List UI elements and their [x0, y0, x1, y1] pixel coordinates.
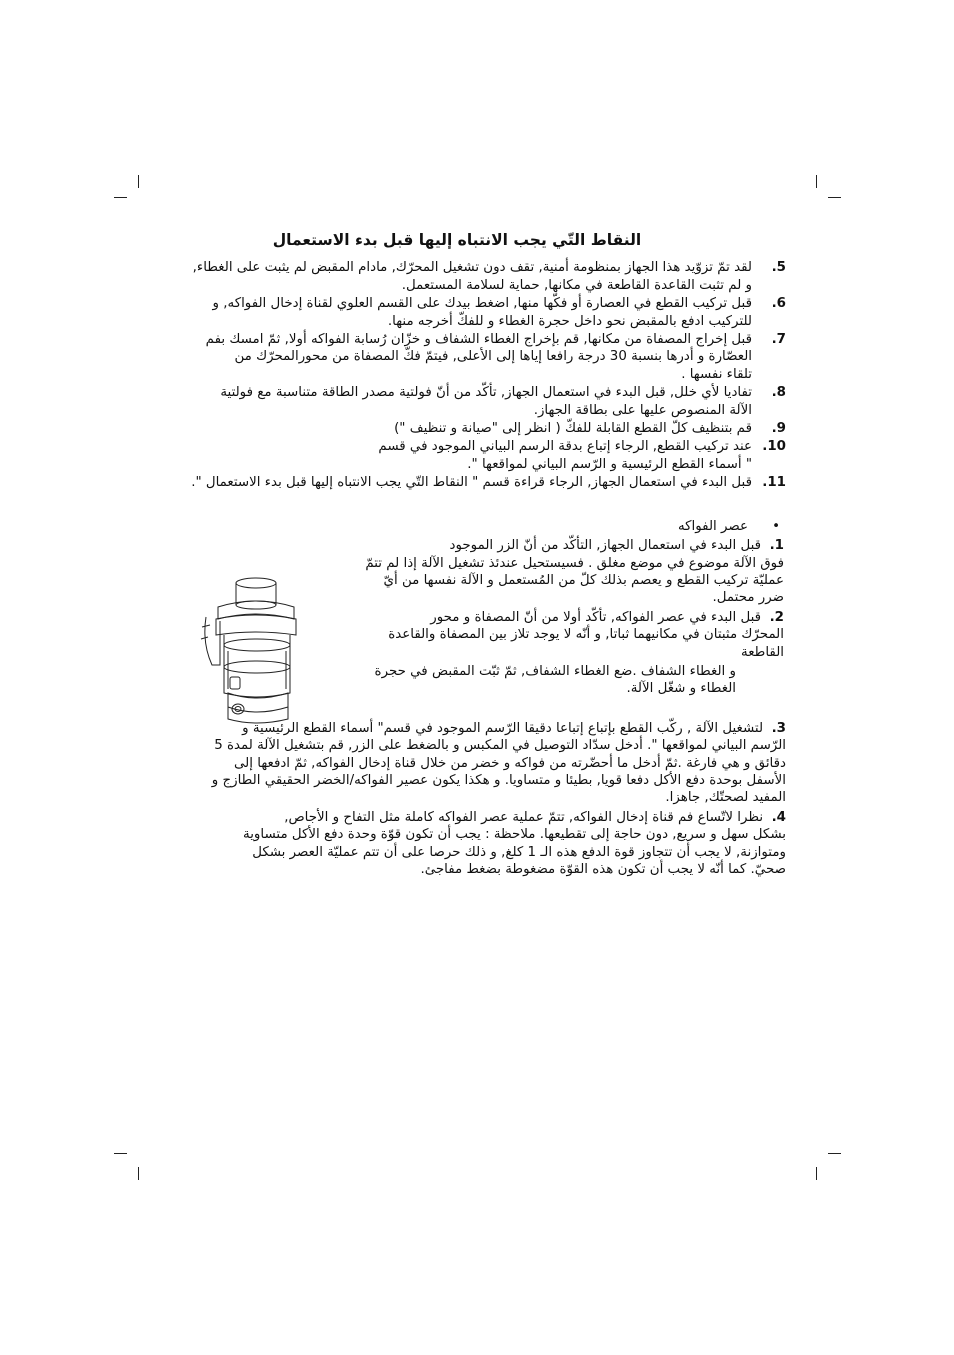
crop-mark	[138, 1167, 139, 1180]
item-line: للتركيب ادفع بالمقبض نحو داخل حجرة الغطاء و للفكّ أخرجه منها.	[387, 313, 752, 329]
paragraph-line: المحرّك مثبتان في مكانيهما ثباتا, و أنّه لا يوجد تلاز بين المصفاة والقاعدة	[388, 627, 784, 643]
list-item	[168, 259, 786, 294]
page-title: النقاط التّي يجب الانتباه إليها قبل بدء الاستعمال	[272, 231, 642, 249]
paragraph-line: قبل البدء في عصر الفواكه, تأكّد أولا من أنّ المصفاة و محور	[430, 609, 762, 625]
item-number: 9.	[771, 421, 786, 437]
document-body	[168, 232, 786, 880]
list-item	[168, 295, 786, 330]
list-item	[168, 420, 786, 437]
juicer-text	[344, 537, 784, 698]
item-number: 5.	[771, 260, 786, 276]
paragraph-number: 1.	[769, 538, 784, 554]
paragraph-line: ضرر محتمل.	[712, 590, 784, 606]
item-line: عند تركيب القطع, الرجاء إتباع بدقة الرسم البياني الموجود في قسم	[378, 439, 752, 455]
section-heading-text: عصر الفواكه	[677, 518, 748, 534]
paragraph	[344, 609, 784, 661]
paragraph-line: ومتوازنة, لا يجب أن تتجاوز قوة الدفع هذه الـ 1 كلغ, و ذلك حرصا على أن تتم عمليّة العصر بشكل	[252, 844, 786, 860]
crop-mark	[816, 1167, 817, 1180]
paragraph-line: بشكل سهل و سريع, دون حاجة إلى تقطيعها. ملاحظة : يجب أن تكون قوّة وحدة دفع الأكل متساوية	[243, 827, 786, 843]
crop-mark	[828, 197, 841, 198]
item-line: تلقاء نفسها .	[681, 366, 752, 382]
paragraph-line: و الغطاء الشفاف .ضع الغطاء الشفاف, ثمّ ثبّت المقبض في حجرة	[374, 663, 736, 679]
list-item	[168, 331, 786, 383]
item-line: تفاديا لأي خلل, قبل البدء في استعمال الجهاز, تأكّد من أنّ فولتية مصدر الطاقة متناسبة مع فولتية	[220, 385, 752, 401]
list-item	[168, 384, 786, 419]
paragraph	[344, 537, 784, 607]
paragraph-number: 2.	[769, 609, 784, 625]
paragraph-line: لتشغيل الآلة , ركّب القطع بإتباع إتباعا دقيقا الرّسم الموجود في قسم" أسماء القطع الرئيسية و	[242, 720, 764, 736]
item-number: 7.	[771, 332, 786, 348]
juicing-section	[168, 518, 786, 879]
crop-mark	[114, 1153, 127, 1154]
paragraph-line: القاطعة	[741, 644, 784, 660]
juicer-row	[168, 537, 786, 698]
section-heading	[168, 518, 786, 535]
juicer-illustration-icon	[198, 573, 308, 733]
paragraph-line: عمليّة تركيب القطع و يعصم بذلك كلّ من المُستعمل و الآلة نفسها من أيّ	[383, 572, 784, 588]
item-number: 10.	[762, 439, 786, 455]
paragraph-line: فوق الآلة موضوع في موضع مغلق . فسيستحيل عندئذ تشغيل الآلة إذا لم تتمّ	[365, 555, 784, 571]
bullet-icon: •	[772, 518, 780, 534]
paragraph-number: 3.	[771, 720, 786, 736]
paragraph-line: الأسفل بوحدة دفع الأكل دفعا قويا, بطيئا و متساويا. و هكذا يكون عصير الفواكه/الخضر الحقيقي الطازج و	[211, 772, 786, 788]
item-line: قبل تركيب القطع في العصارة أو فكّها منها, اضغط بيدك على القسم العلوي لقناة إدخال الفواكه, و	[212, 296, 752, 312]
crop-mark	[114, 197, 127, 198]
paragraph-line: نظرا لاتّساع فم قناة إدخال الفواكه, تتمّ عملية عصر الفواكه كاملة مثل التفاح و الأجاص,	[284, 809, 764, 825]
item-line: " أسماء القطع الرئيسية و الرّسم البياني لمواقعها ".	[467, 456, 752, 472]
paragraph-line: المفيد لصحتّك, جاهزا.	[665, 790, 786, 806]
paragraph-number: 4.	[771, 809, 786, 825]
item-line: العصّارة و أدرها بنسبة 30 درجة رافعا إياها إلى الأعلى, فيتمّ فكّ المصفاة من محورالمحرّك من	[234, 349, 752, 365]
paragraph	[168, 809, 786, 879]
juicing-paragraphs	[168, 720, 786, 879]
paragraph	[344, 663, 784, 698]
item-line: قبل إخراج المصفاة من مكانها, قم بإخراج الغطاء الشفاف و خزّان رُسابة الفواكه أولا, ثمّ امسك بفم	[205, 332, 752, 348]
item-line: الآلة المنصوص عليها على بطاقة الجهاز.	[533, 402, 752, 418]
paragraph-line: الرّسم البياني لمواقعها ". أدخل سدّاد التوصيل في المكبس و بالضغط على الزر, قم بتشغيل الآلة لمدة 5	[214, 738, 786, 754]
item-line: لقد تمّ تزوّيد هذا الجهاز بمنظومة أمنية, تقف دون تشغيل المحرّك, مادام المقبض لم يثبت على الغطاء,	[192, 260, 752, 276]
item-number: 6.	[771, 296, 786, 312]
item-number: 8.	[771, 385, 786, 401]
item-number: 11.	[762, 475, 786, 491]
precautions-list	[168, 259, 786, 491]
paragraph-line: دقائق و هي فارغة .ثمّ أدخل ما أحضّرته من فواكه و خضر من خلال قناة إدخال الفواكه, ثمّ ادفعها إلى	[234, 755, 786, 771]
item-line: قبل البدء في استعمال الجهاز, الرجاء قراءة قسم " النقاط التّي يجب الانتباه إليها قبل بدء الاستعمال ".	[191, 475, 752, 491]
paragraph-line: قبل البدء في استعمال الجهاز, التأكّد من أنّ الزر الموجود	[449, 538, 762, 554]
crop-mark	[138, 175, 139, 188]
list-item	[168, 474, 786, 491]
list-item	[168, 438, 786, 473]
crop-mark	[828, 1153, 841, 1154]
item-line: قم بتنظيف كلّ القطع القابلة للفكّ ( انظر إلى "صيانة و تنظيف ")	[394, 421, 752, 437]
paragraph-line: صحيّ. كما أنّه لا يجب أن تكون هذه القوّة مضغوطة بضغط مفاجئ.	[420, 862, 786, 877]
item-line: و لم تثبت القاعدة القاطعة في مكانها, حماية لسلامة المستعمل.	[401, 277, 752, 293]
paragraph-line: الغطاء و شغّل الآلة.	[626, 681, 736, 697]
crop-mark	[816, 175, 817, 188]
